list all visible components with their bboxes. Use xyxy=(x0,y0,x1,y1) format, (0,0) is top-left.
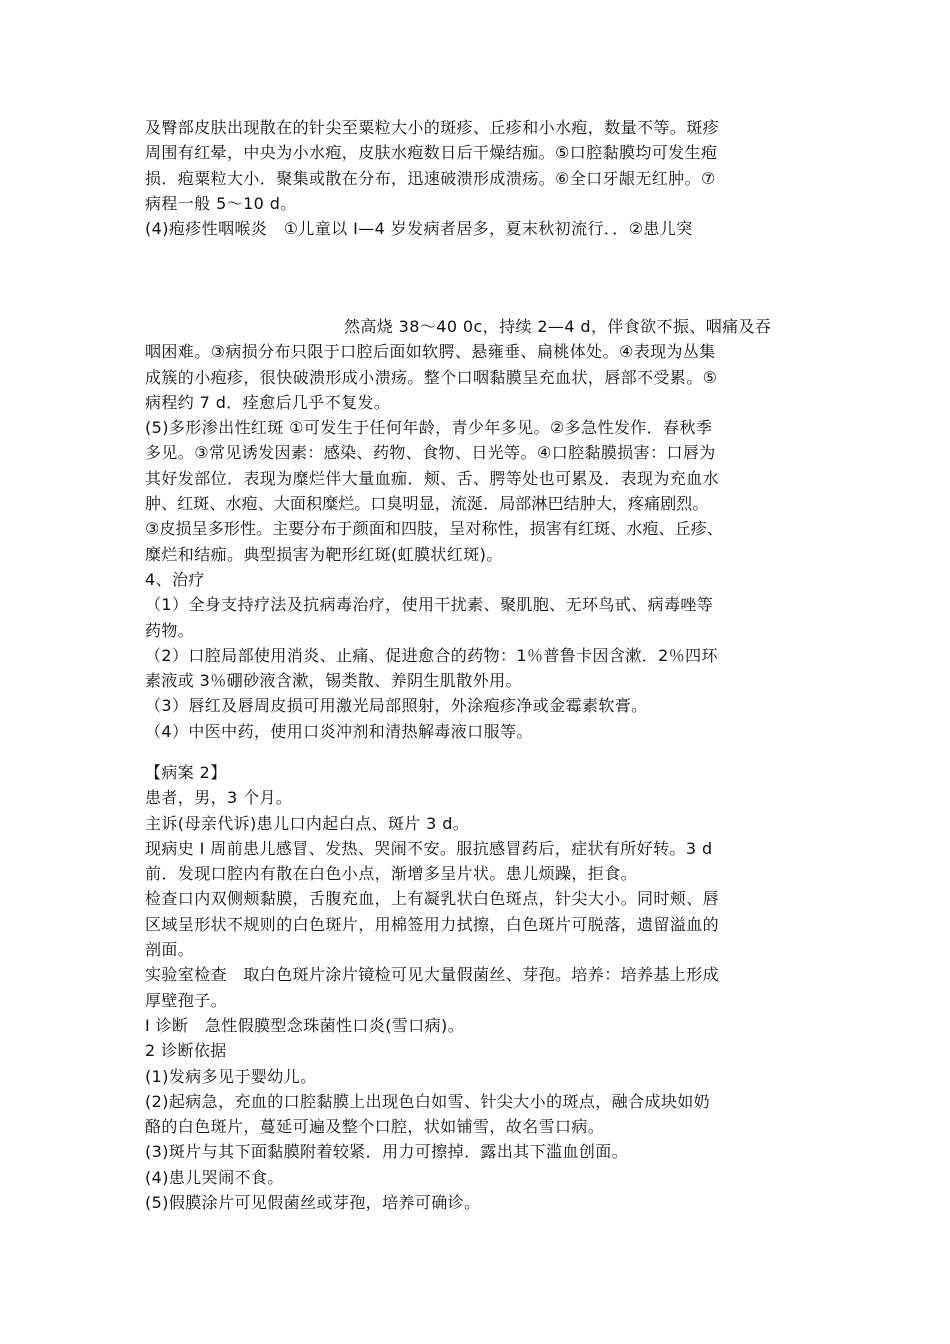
text-line: 剖面。 xyxy=(145,940,195,960)
text-line: 周围有红晕，中央为小水疱，皮肤水疱数日后干燥结痂。⑤口腔黏膜均可发生疱 xyxy=(145,143,718,163)
text-block-case xyxy=(145,760,810,1215)
text-line: ③皮损呈多形性。主要分布于颜面和四肢，呈对称性，损害有红斑、水疱、丘疹、 xyxy=(145,519,723,539)
text-line: 损．疱粟粒大小．聚集或散在分布，迅速破溃形成溃疡。⑥全口牙龈无红肿。⑦ xyxy=(145,168,716,188)
text-line: 2 诊断依据 xyxy=(145,1041,227,1061)
text-line: （2）口腔局部使用消炎、止痛、促进愈合的药物：1％普鲁卡因含漱．2％四环 xyxy=(145,645,718,665)
text-block-main xyxy=(145,314,810,744)
text-line: 多见。③常见诱发因素：感染、药物、食物、日光等。④口腔黏膜损害：口唇为 xyxy=(145,443,716,463)
case-heading: 【病案 2】 xyxy=(145,763,227,782)
text-line: 成簇的小疱疹，很快破溃形成小溃疡。整个口咽黏膜呈充血状，唇部不受累。⑤ xyxy=(145,367,718,387)
section-heading: 4、治疗 xyxy=(145,569,205,589)
text-line: 及臀部皮肤出现散在的针尖至粟粒大小的斑疹、丘疹和小水疱，数量不等。斑疹 xyxy=(145,118,720,137)
text-line: 现病史 I 周前患儿感冒、发热、哭闹不安。服抗感冒药后，症状有所好转。3 d xyxy=(145,838,713,858)
text-line: 厚壁孢子。 xyxy=(145,990,228,1010)
text-line: 药物。 xyxy=(145,620,195,640)
text-line: 前．发现口腔内有散在白色小点，渐增多呈片状。患儿烦躁，拒食。 xyxy=(145,864,638,884)
text-line: 检查口内双侧颊黏膜，舌腹充血，上有凝乳状白色斑点，针尖大小。同时颊、唇 xyxy=(145,889,720,909)
text-line: 区域呈形状不规则的白色斑片，用棉签用力拭擦，白色斑片可脱落，遗留溢血的 xyxy=(145,914,720,934)
text-line: (5)多形渗出性红斑 ①可发生于任何年龄，青少年多见。②多急性发作．春秋季 xyxy=(145,418,713,438)
text-line: （1）全身支持疗法及抗病毒治疗，使用干扰素、聚肌胞、无环鸟甙、病毒唑等 xyxy=(145,595,714,615)
text-line: (1)发病多见于婴幼儿。 xyxy=(145,1066,317,1086)
text-line: 酪的白色斑片，蔓延可遍及整个口腔，状如铺雪，故名雪口病。 xyxy=(145,1117,605,1137)
text-line: 病程约 7 d．痊愈后几乎不复发。 xyxy=(145,392,391,412)
text-line: 主诉(母亲代诉)患儿口内起白点、斑片 3 d。 xyxy=(145,813,470,833)
text-line: (5)假膜涂片可见假菌丝或芽孢，培养可确诊。 xyxy=(145,1193,481,1213)
text-line: (4)患儿哭闹不食。 xyxy=(145,1167,284,1187)
text-line: 素液或 3％硼砂液含漱，锡类散、养阴生肌散外用。 xyxy=(145,671,522,691)
text-line: 咽困难。③病损分布只限于口腔后面如软腭、悬雍垂、扁桃体处。④表现为丛集 xyxy=(145,342,716,362)
text-line: 实验室检查 取白色斑片涂片镜检可见大量假菌丝、芽孢。培养：培养基上形成 xyxy=(145,965,720,985)
text-line: 糜烂和结痂。典型损害为靶形红斑(虹膜状红斑)。 xyxy=(145,544,503,564)
text-line: （3）唇红及唇周皮损可用激光局部照射，外涂疱疹净或金霉素软膏。 xyxy=(145,696,648,716)
text-line: 病程一般 5～10 d。 xyxy=(145,193,297,213)
text-line: (2)起病急，充血的口腔黏膜上出现色白如雪、针尖大小的斑点，融合成块如奶 xyxy=(145,1091,711,1111)
text-line: (4)疱疹性咽喉炎 ①儿童以 I—4 岁发病者居多，夏末秋初流行．．②患儿突 xyxy=(145,219,693,239)
text-line: (3)斑片与其下面黏膜附着较紧．用力可擦掉．露出其下滥血创面。 xyxy=(145,1142,629,1162)
text-line: 然高烧 38～40 0c，持续 2—4 d，伴食欲不振、咽痛及吞 xyxy=(344,317,772,336)
text-block-top xyxy=(145,115,810,241)
text-line: I 诊断 急性假膜型念珠菌性口炎(雪口病)。 xyxy=(145,1015,465,1035)
text-line: （4）中医中药，使用口炎冲剂和清热解毒液口服等。 xyxy=(145,721,533,741)
text-line: 其好发部位．表现为糜烂伴大量血痂．颊、舌、腭等处也可累及．表现为充血水 xyxy=(145,468,720,488)
text-line: 患者，男，3 个月。 xyxy=(145,788,293,808)
text-line: 肿、红斑、水疱、大面积糜烂。口臭明显，流涎．局部淋巴结肿大，疼痛剧烈。 xyxy=(145,494,709,514)
